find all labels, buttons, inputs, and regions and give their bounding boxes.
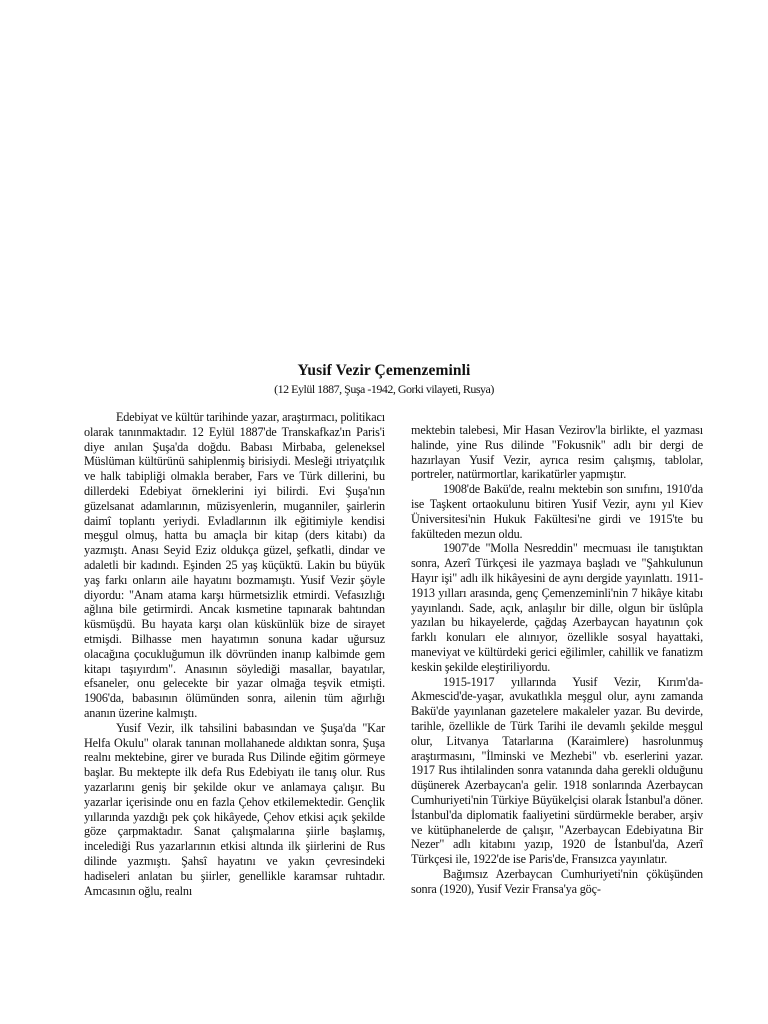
article-subtitle: (12 Eylül 1887, Şuşa -1942, Gorki vilayeti, Rusya) (274, 382, 494, 396)
article-title: Yusif Vezir Çemenzeminli (297, 362, 471, 379)
paragraph: 1908'de Bakü'de, realnı mektebin son sınıfını, 1910'da ise Taşkent ortaokulunu bitiren Yusif Vezir, aynı yıl Kiev Üniversitesi'nin Hukuk Fakültesi'ne girdi ve 1915'te bu fakülteden mezun oldu. (411, 482, 703, 541)
right-column (411, 423, 703, 897)
paragraph: 1915-1917 yıllarında Yusif Vezir, Kırım'da-Akmescid'de-yaşar, avukatlıkla meşgul olur, aynı zamanda Bakü'de yayınlanan gazetelere makaleler yazar. Bu devirde, tarihle, özellikle de Türk Tarihi ile devamlı şekilde meşgul olur, Litvanya Tatarlarına (Karaimlere) hasrolunmuş araştırmasını, "İlminski ve Mezhebi" vb. eserlerini yazar. 1917 Rus ihtilalinden sonra vatanında daha gerekli olduğunu düşünerek Azerbaycan'a gelir. 1918 sonlarında Azerbaycan Cumhuriyeti'nin Türkiye Büyükelçisi olarak İstanbul'a döner. İstanbul'da diplomatik faaliyetini sürdürmekle beraber, arşiv ve kütüphanelerde de çalışır, "Azerbaycan Edebiyatına Bir Nezer" adlı kitabını yazıp, 1920 de İstanbul'da, Azerî Türkçesi ile, 1922'de ise Paris'de, Fransızca yayınlatır. (411, 674, 703, 867)
paragraph: 1907'de "Molla Nesreddin" mecmuası ile tanıştıktan sonra, Azerî Türkçesi ile yazmaya başladı ve "Şahkulunun Hayır işi" adlı ilk hikâyesini de aynı dergide yayınlattı. 1911-1913 yılları arasında, genç Çemenzeminli'nin 7 hikâye kitabı yayınlandı. Sade, açık, anlaşılır bir dille, olgun bir üslûpla yazılan bu hikayelerde, çağdaş Azerbaycan hayatının çok farklı konuları ele alınıyor, özellikle sosyal hayattaki, maneviyat ve kültürdeki gerici eğilimler, cahillik ve fanatizm keskin şekilde eleştiriliyordu. (411, 541, 703, 674)
left-column (84, 410, 385, 898)
paragraph: mektebin talebesi, Mir Hasan Vezirov'la birlikte, el yazması halinde, yine Rus dilinde "Fokusnik" adlı bir dergi de hazırlayan Yusif Vezir, ayrıca resim çalışmış, tablolar, portreler, natürmortlar, karikatürler yapmıştır. (411, 423, 703, 482)
paragraph: Edebiyat ve kültür tarihinde yazar, araştırmacı, politikacı olarak tanınmaktadır. 12 Eylül 1887'de Transkafkaz'ın Paris'i diye anılan Şuşa'da doğdu. Babası Mirbaba, geleneksel Müslüman kültürünü sahiplenmiş birisiydi. Mesleği ıtriyatçılık ve halk tabipliği olmakla beraber, Fars ve Türk dillerini, bu dillerdeki Edebiyat örneklerini iyi bilirdi. Evi Şuşa'nın güzelsanat adamlarının, müzisyenlerin, muganniler, şairlerin daimî toplantı yeriydi. Evladlarının ilk eğitimiyle kendisi meşgul olmuş, hatta bu amaçla bir kitap (ders kitabı) da yazmıştı. Anası Seyid Eziz oldukça güzel, şefkatli, dindar ve adaletli bir kadındı. Eşinden 25 yaş küçüktü. Lakin bu büyük yaş farkı onların aile hayatını bozmamıştı. Yusif Vezir şöyle diyordu: "Anam atama karşı hürmetsizlik etmirdi. Vefasızlığı ağlına bile getirmirdi. Ancak kısmetine tapınarak bahtından küsmüşdü. Bu hayata karşı olan küskünlük bize de sirayet etmişdi. Bilhasse men hayatımın sonuna kadar uğursuz olacağına çocukluğumun ilk dövründen inanıp kalbimde gem kitapı taşıyırdım". Anasının söylediği masallar, bayatılar, efsaneler, onu gelecekte bir yazar olmağa teşvik etmişti. 1906'da, babasının ölümünden sonra, ailenin tüm ağırlığı ananın üzerine kalmıştı. (84, 410, 385, 720)
paragraph: Yusif Vezir, ilk tahsilini babasından ve Şuşa'da "Kar Helfa Okulu" olarak tanınan mollahanede aldıktan sonra, Şuşa realnı mektebine, girer ve burada Rus Dilinde eğitim görmeye başlar. Bu mektepte ilk defa Rus Edebiyatı ile tanış olur. Rus yazarlarını geniş bir şekilde okur ve anlamaya çalışır. Bu yazarlar içerisinde onu en fazla Çehov etkilemektedir. Gençlik yıllarında yazdığı pek çok hikâyede, Çehov etkisi açık şekilde göze çarpmaktadır. Sanat çalışmalarına şiirle başlamış, incelediği Rus yazarlarının etkisi altında ilk şiirlerini de Rus dilinde yazmıştı. Şahsî hayatını ve yakın çevresindeki hadiseleri anlatan bu şiirler, genellikle karamsar ruhtadır. Amcasının oğlu, realnı (84, 720, 385, 898)
paragraph: Bağımsız Azerbaycan Cumhuriyeti'nin çöküşünden sonra (1920), Yusif Vezir Fransa'ya göç- (411, 866, 703, 896)
